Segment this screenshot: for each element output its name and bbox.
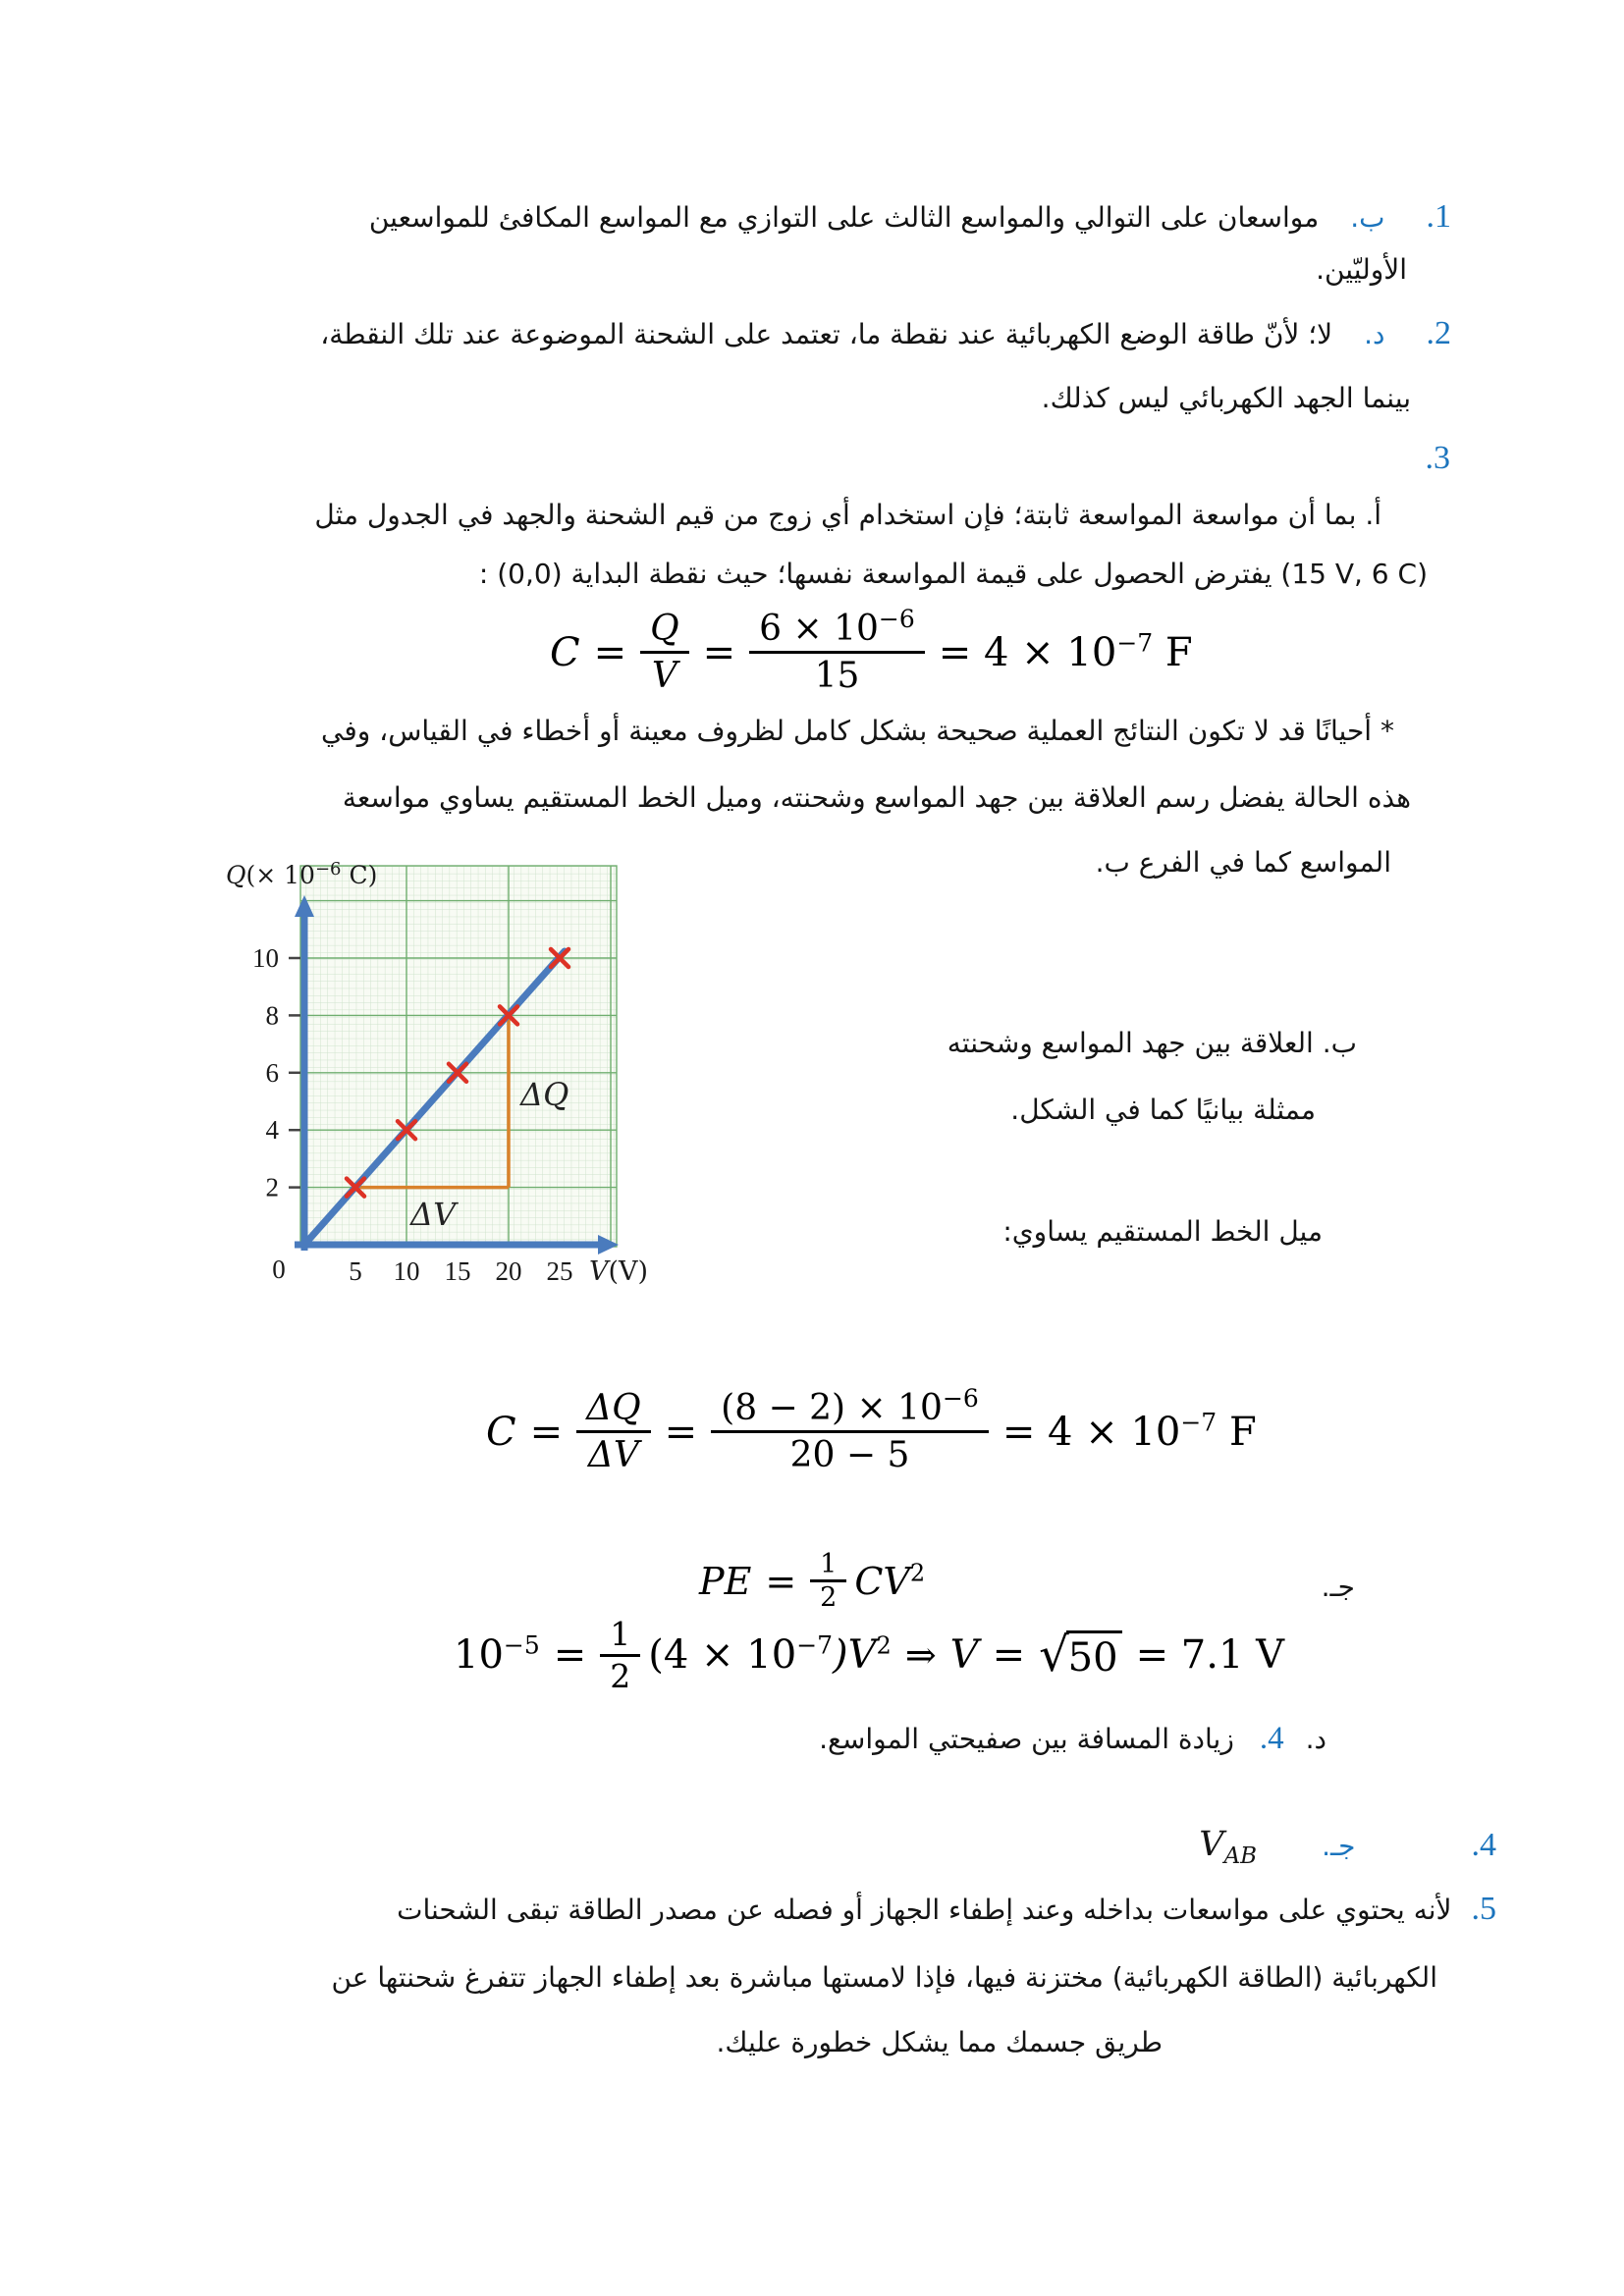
note-line-2: هذه الحالة يفضل رسم العلاقة بين جهد المواسع وشحنته، وميل الخط المستقيم يساوي مواسعة (342, 781, 1411, 814)
eq1-equals: = (593, 629, 627, 675)
y-tick-label: 4 (265, 1115, 279, 1146)
x-tick-label: 10 (393, 1256, 420, 1286)
x-axis-label: V(V) (589, 1256, 649, 1287)
item-5-text-line-2: الكهربائية (الطاقة الكهربائية) مختزنة فيها، فإذا لامستها مباشرة بعد إطفاء الجهاز تتفرغ شحنتها عن (331, 1961, 1437, 1994)
x-tick-label: 20 (495, 1256, 522, 1286)
eq4-sqrt: √50 (1039, 1628, 1122, 1682)
eq2-result: = $4 \times 10^{-7}$ F (1001, 1408, 1257, 1455)
eq3-half: $\frac{1}{2}$ (810, 1549, 846, 1613)
eq2-fraction-dqdv: $\frac{\Delta Q}{\Delta V}$ (576, 1386, 651, 1477)
part-d-number: 4. (1259, 1721, 1284, 1756)
answer-a-line-1: أ. بما أن مواسعة المواسعة ثابتة؛ فإن استخدام أي زوج من قيم الشحنة والجهد في الجدول مثل (314, 499, 1381, 531)
x-tick-label: 15 (444, 1256, 471, 1286)
item-5-text-line-1: لأنه يحتوي على مواسعات بداخله وعند إطفاء الجهاز أو فصله عن مصدر الطاقة تبقى الشحنات (397, 1894, 1452, 1926)
answer-a-line-2: ‎(15 V, 6 C)‎ يفترض الحصول على قيمة المواسعة نفسها؛ حيث نقطة البداية ‎(0,0)‎ : (478, 558, 1428, 590)
list-item-3 (0, 436, 1624, 482)
item-4-answer-vab: $V_{AB}$ (1199, 1825, 1258, 1869)
eq1-fraction-qv: $\frac{Q}{V}$ (640, 607, 689, 698)
part-c-marker: جـ. (1321, 1571, 1355, 1603)
item-1-text-line-1: مواسعان على التوالي والمواسع الثالث على التوازي مع المواسع المكافئ للمواسعين (368, 201, 1320, 234)
item-5-text-line-3: طريق جسمك مما يشكل خطورة عليك. (716, 2026, 1163, 2058)
eq2-equals: = (529, 1409, 564, 1455)
item-5-number: 5. (1471, 1891, 1496, 1927)
list-item-4 (0, 1822, 1624, 1869)
origin-label: 0 (272, 1255, 286, 1284)
slope-caption: ميل الخط المستقيم يساوي: (1002, 1215, 1323, 1248)
note-line-3: المواسع كما في الفرع ب. (1095, 846, 1391, 879)
x-tick-label: 25 (546, 1256, 573, 1286)
eq3-equals: = (765, 1559, 797, 1603)
part-d-line (0, 1716, 1624, 1762)
delta-q-label: ΔQ (520, 1076, 569, 1113)
answer-b-line-2: ممثلة بيانيًا كما في الشكل. (1010, 1094, 1316, 1126)
item-2-text-line-1: لا؛ لأنّ طاقة الوضع الكهربائية عند نقطة ما، تعتمد على الشحنة الموضوعة عند تلك النقطة، (320, 318, 1333, 350)
y-tick-label: 8 (265, 1000, 279, 1031)
x-tick-label: 5 (349, 1256, 362, 1286)
eq4-lhs: $10^{-5}$ (454, 1630, 540, 1679)
delta-v-label: ΔV (410, 1196, 457, 1233)
y-tick-label: 10 (252, 943, 279, 973)
eq4-v: V (949, 1632, 979, 1679)
y-tick-label: 6 (265, 1057, 279, 1088)
answer-b-line-1: ب. العلاقة بين جهد المواسع وشحنته (947, 1027, 1357, 1059)
item-1-number: 1. (1426, 198, 1451, 235)
item-2-number: 2. (1426, 315, 1451, 351)
eq2-lhs: C (486, 1409, 516, 1455)
eq1-lhs: C (550, 629, 580, 675)
y-axis-label: $Q(\times 10^{-6}$ C) (226, 859, 378, 889)
eq4-equals-2: = (992, 1632, 1026, 1679)
item-3-number: 3. (1425, 440, 1450, 476)
item-1-text-line-2: الأوليّين. (1316, 253, 1407, 286)
item-4-number: 4. (1471, 1827, 1496, 1863)
list-item-1 (0, 194, 1624, 240)
eq4-half: $\frac{1}{2}$ (600, 1615, 640, 1695)
eq4-body: $(4 \times 10^{-7})V^2$ (648, 1630, 892, 1679)
eq3-body: $CV^2$ (854, 1558, 926, 1603)
equation-pe (699, 1549, 925, 1613)
eq1-equals-2: = (702, 629, 736, 675)
eq2-fraction-values: $\frac{(8 - 2) \times 10^{-6}}{20 - 5}$ (711, 1386, 989, 1477)
eq4-result: = 7.1 V (1135, 1632, 1285, 1679)
part-d-marker: د. (1305, 1723, 1326, 1755)
item-2-letter: د. (1364, 318, 1385, 350)
eq2-equals-2: = (664, 1409, 698, 1455)
list-item-2 (0, 311, 1624, 357)
implies-arrow: ⇒ (904, 1633, 937, 1678)
equation-capacitance-table (550, 607, 1193, 698)
eq1-result: = $4 \times 10^{-7}$ F (938, 628, 1193, 675)
eq3-lhs: PE (699, 1559, 752, 1603)
item-2-text-line-2: بينما الجهد الكهربائي ليس كذلك. (1041, 382, 1411, 414)
equation-slope (486, 1386, 1257, 1477)
part-d-text: زيادة المسافة بين صفيحتي المواسع. (819, 1723, 1234, 1755)
note-line-1: * أحيانًا قد لا تكون النتائج العملية صحيحة بشكل كامل لظروف معينة أو أخطاء في القياس، وفي (321, 715, 1394, 747)
y-tick-label: 2 (265, 1172, 279, 1202)
equation-voltage-solve (454, 1615, 1284, 1695)
item-4-letter: جـ. (1322, 1830, 1356, 1862)
item-1-letter: ب. (1350, 201, 1385, 234)
eq1-fraction-values: $\frac{6 \times 10^{-6}}{15}$ (749, 607, 925, 698)
eq4-equals: = (553, 1632, 587, 1679)
list-item-5 (0, 1887, 1624, 1933)
